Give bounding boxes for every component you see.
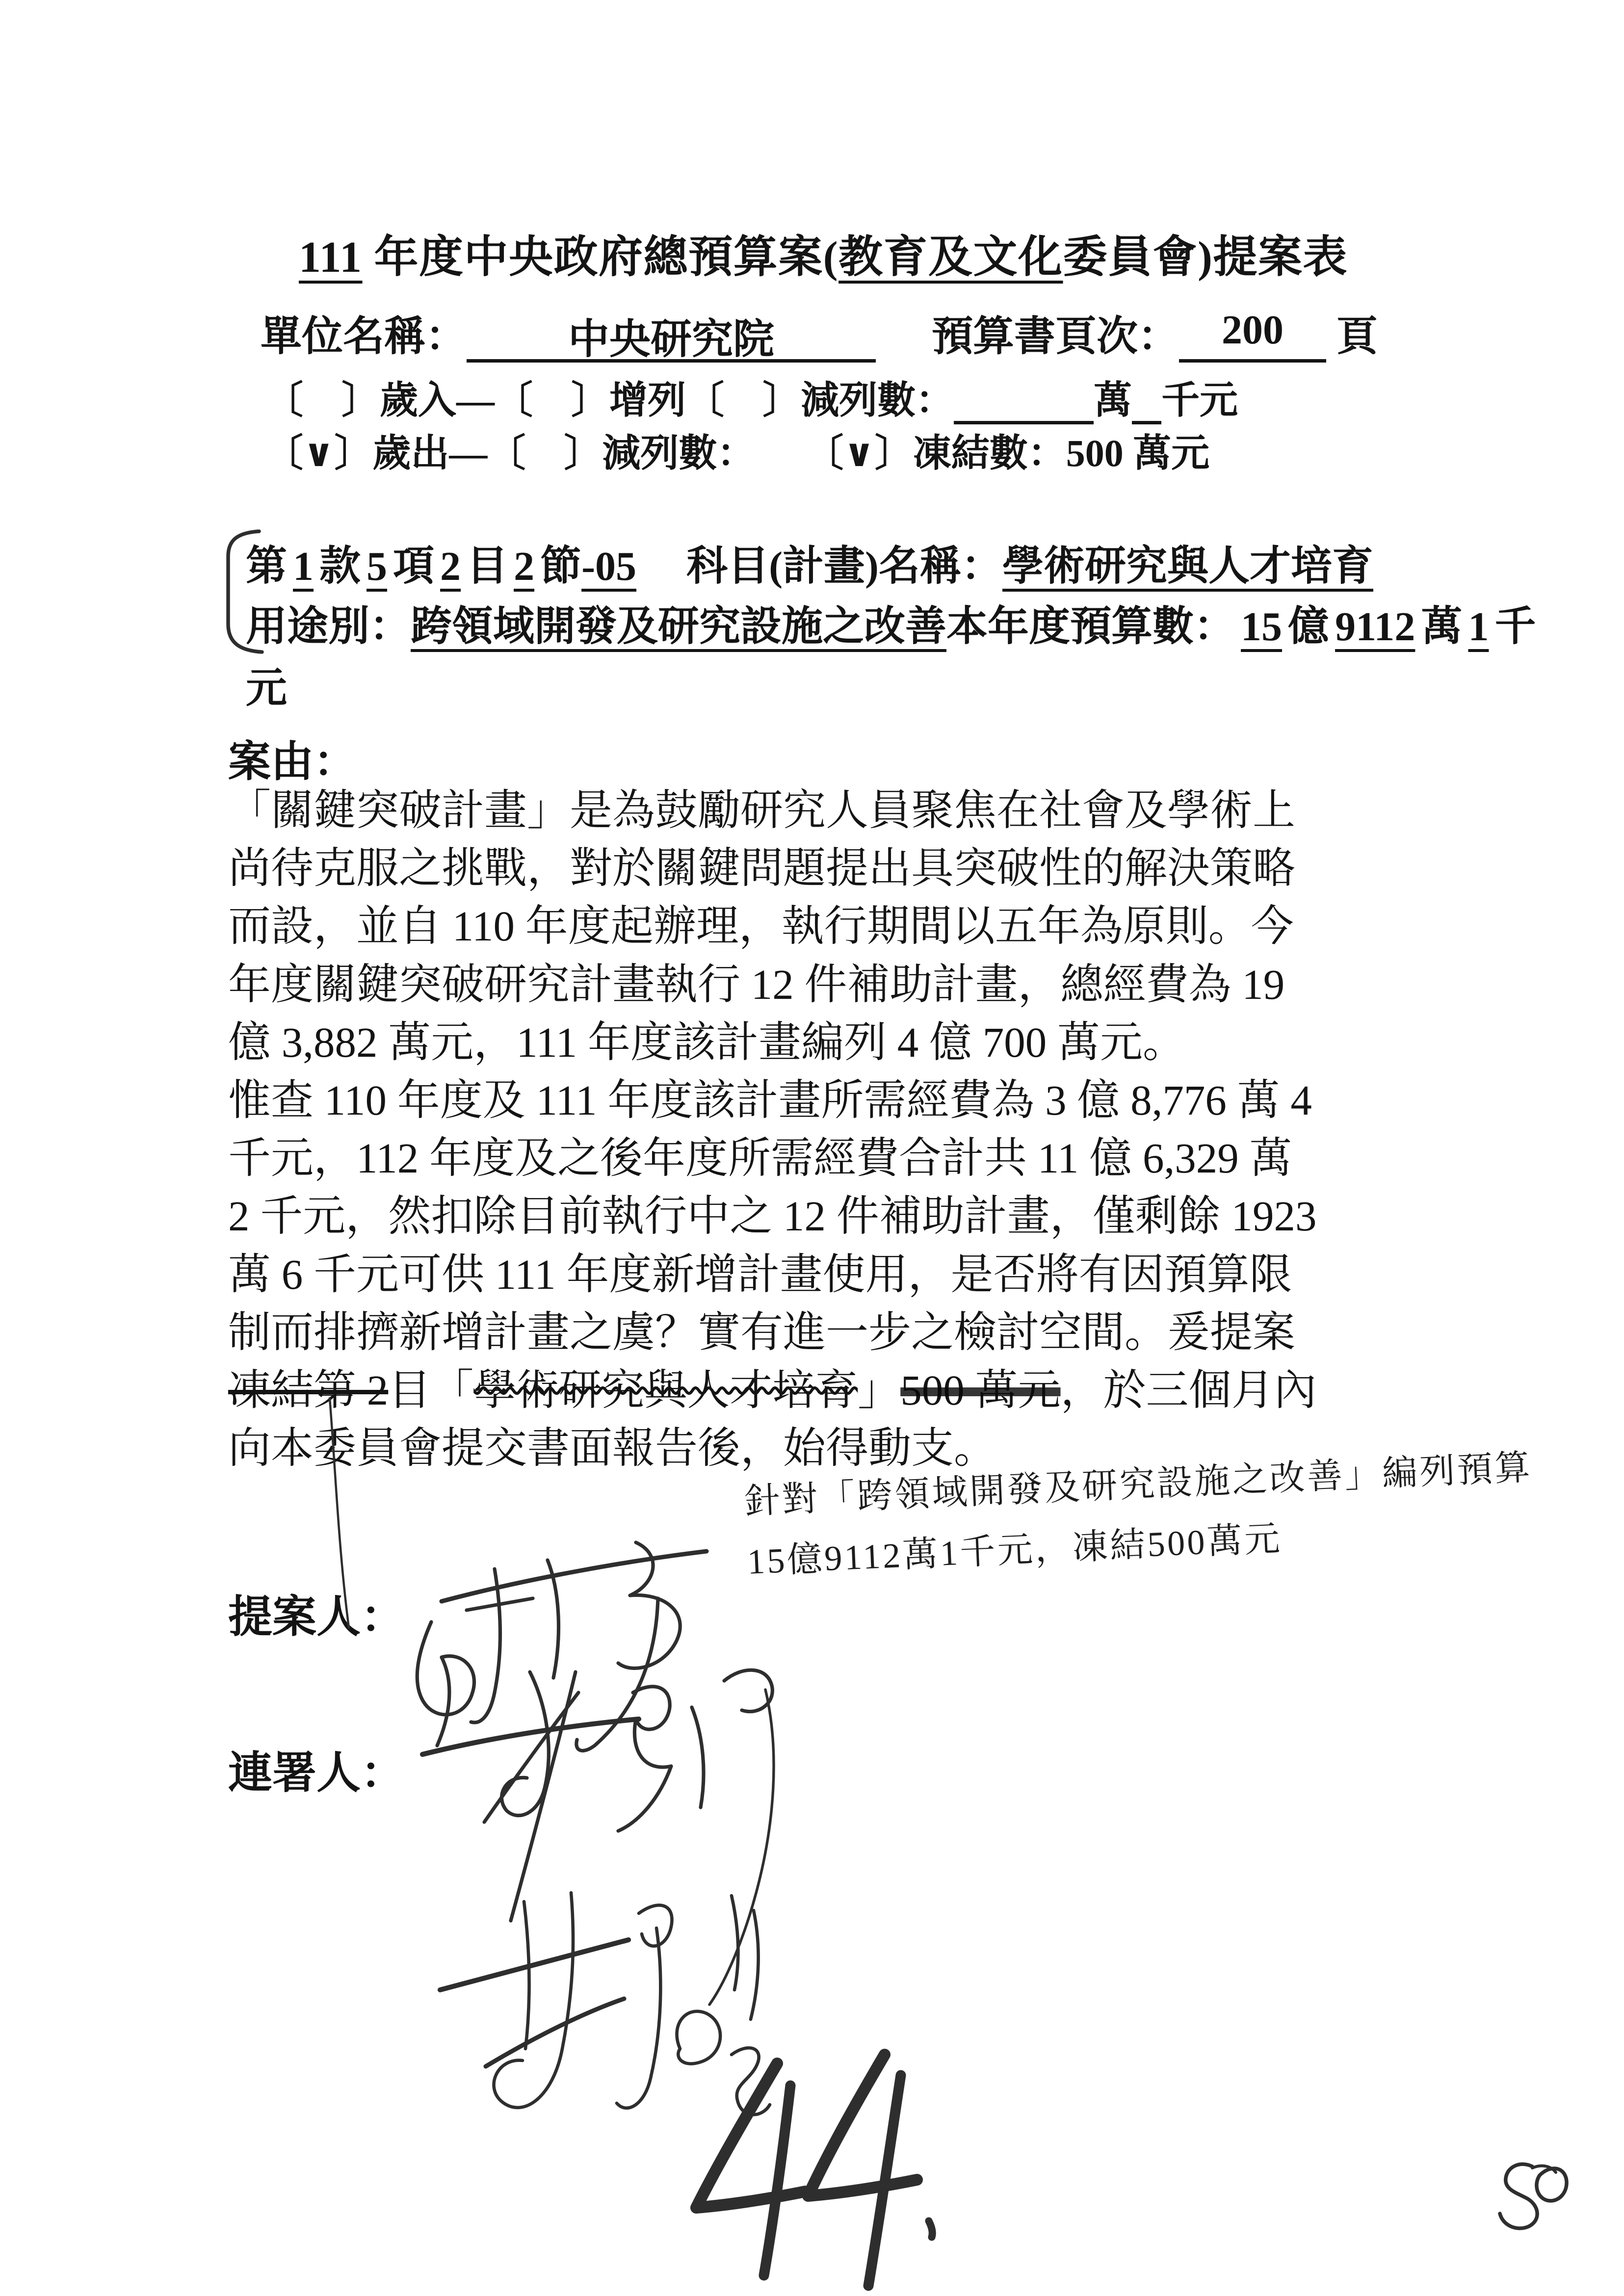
case-text-segment: 萬 6 千元可供 111 年度新增計畫使用，是否將有因預算限 <box>228 1250 1292 1298</box>
yuan-line: 元 <box>246 666 288 711</box>
unit-name-field: 中央研究院 <box>467 306 876 363</box>
jie-label: 節 <box>540 544 582 589</box>
case-line <box>228 1014 1428 1071</box>
amount-yi-number: 15 <box>1241 604 1283 650</box>
handwritten-corner-page-number <box>1500 2164 1567 2228</box>
case-text-segment: 500 萬元 <box>900 1366 1061 1414</box>
case-text-segment: 學術研究與人才培育 <box>473 1366 858 1414</box>
jie-number: 2 <box>514 544 535 589</box>
case-text-segment: 惟查 110 年度及 111 年度該計畫所需經費為 3 億 8,776 萬 4 <box>228 1076 1312 1124</box>
title-tail: 委員會)提案表 <box>1063 233 1348 282</box>
cosigner-label: 連署人： <box>228 1749 405 1798</box>
case-text-segment: 而設，並自 110 年度起辦理，執行期間以五年為原則。今 <box>228 902 1294 950</box>
qianyuan-unit-label: 千元 <box>1161 379 1238 421</box>
subject-value: 學術研究與人才培育 <box>1002 544 1374 589</box>
case-text-segment: 」 <box>858 1366 901 1414</box>
kuan-label: 款 <box>319 544 361 589</box>
case-text-segment: 億 3,882 萬元，111 年度該計畫編列 4 億 700 萬元。 <box>228 1018 1186 1066</box>
decrease-label: 減列數： <box>801 379 954 421</box>
case-line <box>228 782 1428 839</box>
title-committee: 教育及文化 <box>838 233 1063 282</box>
usage-line <box>246 593 1536 652</box>
case-line <box>228 897 1428 955</box>
case-line <box>228 1129 1428 1187</box>
xiang-number: 5 <box>367 544 388 589</box>
checkbox-expenditure-checked: 〔∨〕 <box>265 432 373 474</box>
annotation-line-2: 15億9112萬1千元，凍結500萬元 <box>746 1519 1283 1582</box>
page-unit-label: 頁 <box>1336 314 1378 360</box>
yi-unit: 億 <box>1288 604 1330 650</box>
qian-amount-field <box>1132 372 1161 424</box>
case-line <box>228 1361 1428 1419</box>
checkbox-cut: 〔 〕 <box>487 432 602 474</box>
title-year: 111 <box>299 233 363 282</box>
usage-value: 跨領域開發及研究設施之改善 <box>411 604 947 650</box>
mu-label: 目 <box>467 544 508 589</box>
case-text-segment: 制而排擠新增計畫之虞？實有進一步之檢討空間。爰提案 <box>228 1308 1295 1356</box>
wan-unit-label: 萬 <box>1094 379 1132 421</box>
expenditure-row <box>265 422 1209 477</box>
checkbox-decrease: 〔 〕 <box>686 379 801 421</box>
expenditure-label: 歲出— <box>372 432 488 474</box>
increase-label: 增列 <box>609 379 686 421</box>
case-text-segment: ，於三個月內 <box>1060 1366 1317 1414</box>
wan-unit: 萬 <box>1421 604 1463 650</box>
case-text-segment: 年度關鍵突破研究計畫執行 12 件補助計畫，總經費為 19 <box>228 960 1285 1008</box>
amount-qian-number: 1 <box>1468 604 1489 650</box>
case-text-segment: 目「 <box>388 1366 474 1414</box>
case-text-segment: 尚待克服之挑戰，對於關鍵問題提出具突破性的解決策略 <box>228 844 1295 892</box>
ordinal-prefix: 第 <box>246 544 288 589</box>
amount-label: 本年度預算數： <box>946 604 1235 650</box>
budget-item-line <box>246 533 1373 592</box>
case-line <box>228 1187 1428 1245</box>
annotation-line-1: 針對「跨領域開發及研究設施之改善」編列預算 <box>743 1447 1533 1521</box>
cut-label: 減列數： <box>602 432 756 474</box>
case-body <box>228 782 1428 1477</box>
case-text-segment: 凍結第 2 <box>228 1366 389 1414</box>
signature-cosigner-1 <box>422 1670 774 2005</box>
signature-cosigner-2 <box>440 1893 770 2114</box>
unit-name-label: 單位名稱： <box>261 314 467 360</box>
qian-unit: 千 <box>1494 604 1536 650</box>
checkbox-increase: 〔 〕 <box>495 379 610 421</box>
proposer-label: 提案人： <box>228 1593 405 1642</box>
xiang-label: 項 <box>393 544 435 589</box>
meta-line <box>261 303 1378 363</box>
decrease-amount-field <box>954 372 1094 424</box>
revenue-row <box>265 369 1238 424</box>
jie-sub-number: -05 <box>581 544 637 589</box>
case-line <box>228 1246 1428 1304</box>
case-text-segment: 向本委員會提交書面報告後，始得動支。 <box>228 1424 996 1472</box>
case-text-segment: 2 千元，然扣除目前執行中之 12 件補助計畫，僅剩餘 1923 <box>228 1192 1317 1240</box>
budget-book-page-label: 預算書頁次： <box>932 314 1179 360</box>
case-line <box>228 956 1428 1014</box>
signature-proposer <box>417 1542 707 1750</box>
case-text-segment: 「關鍵突破計畫」是為鼓勵研究人員聚焦在社會及學術上 <box>228 786 1295 834</box>
usage-label: 用途別： <box>246 604 411 650</box>
case-heading: 案由： <box>228 738 356 785</box>
revenue-label: 歲入— <box>380 379 495 421</box>
case-line <box>228 1071 1428 1129</box>
case-line <box>228 839 1428 897</box>
freeze-amount: 500 萬元 <box>1066 432 1210 474</box>
kuan-number: 1 <box>293 544 314 589</box>
handwritten-sheet-number <box>696 2055 932 2286</box>
page-title <box>299 221 1348 285</box>
case-text-segment: 千元，112 年度及之後年度所需經費合計共 11 億 6,329 萬 <box>228 1134 1292 1182</box>
freeze-label: 凍結數： <box>913 432 1066 474</box>
subject-label: 科目(計畫)名稱： <box>686 544 1003 589</box>
checkbox-freeze-checked: 〔∨〕 <box>805 432 913 474</box>
checkbox-revenue: 〔 〕 <box>265 379 380 421</box>
case-line <box>228 1304 1428 1361</box>
mu-number: 2 <box>440 544 461 589</box>
title-mid: 年度中央政府總預算案( <box>362 233 839 282</box>
amount-wan-number: 9112 <box>1335 604 1415 650</box>
budget-book-page-field: 200 <box>1179 306 1326 363</box>
